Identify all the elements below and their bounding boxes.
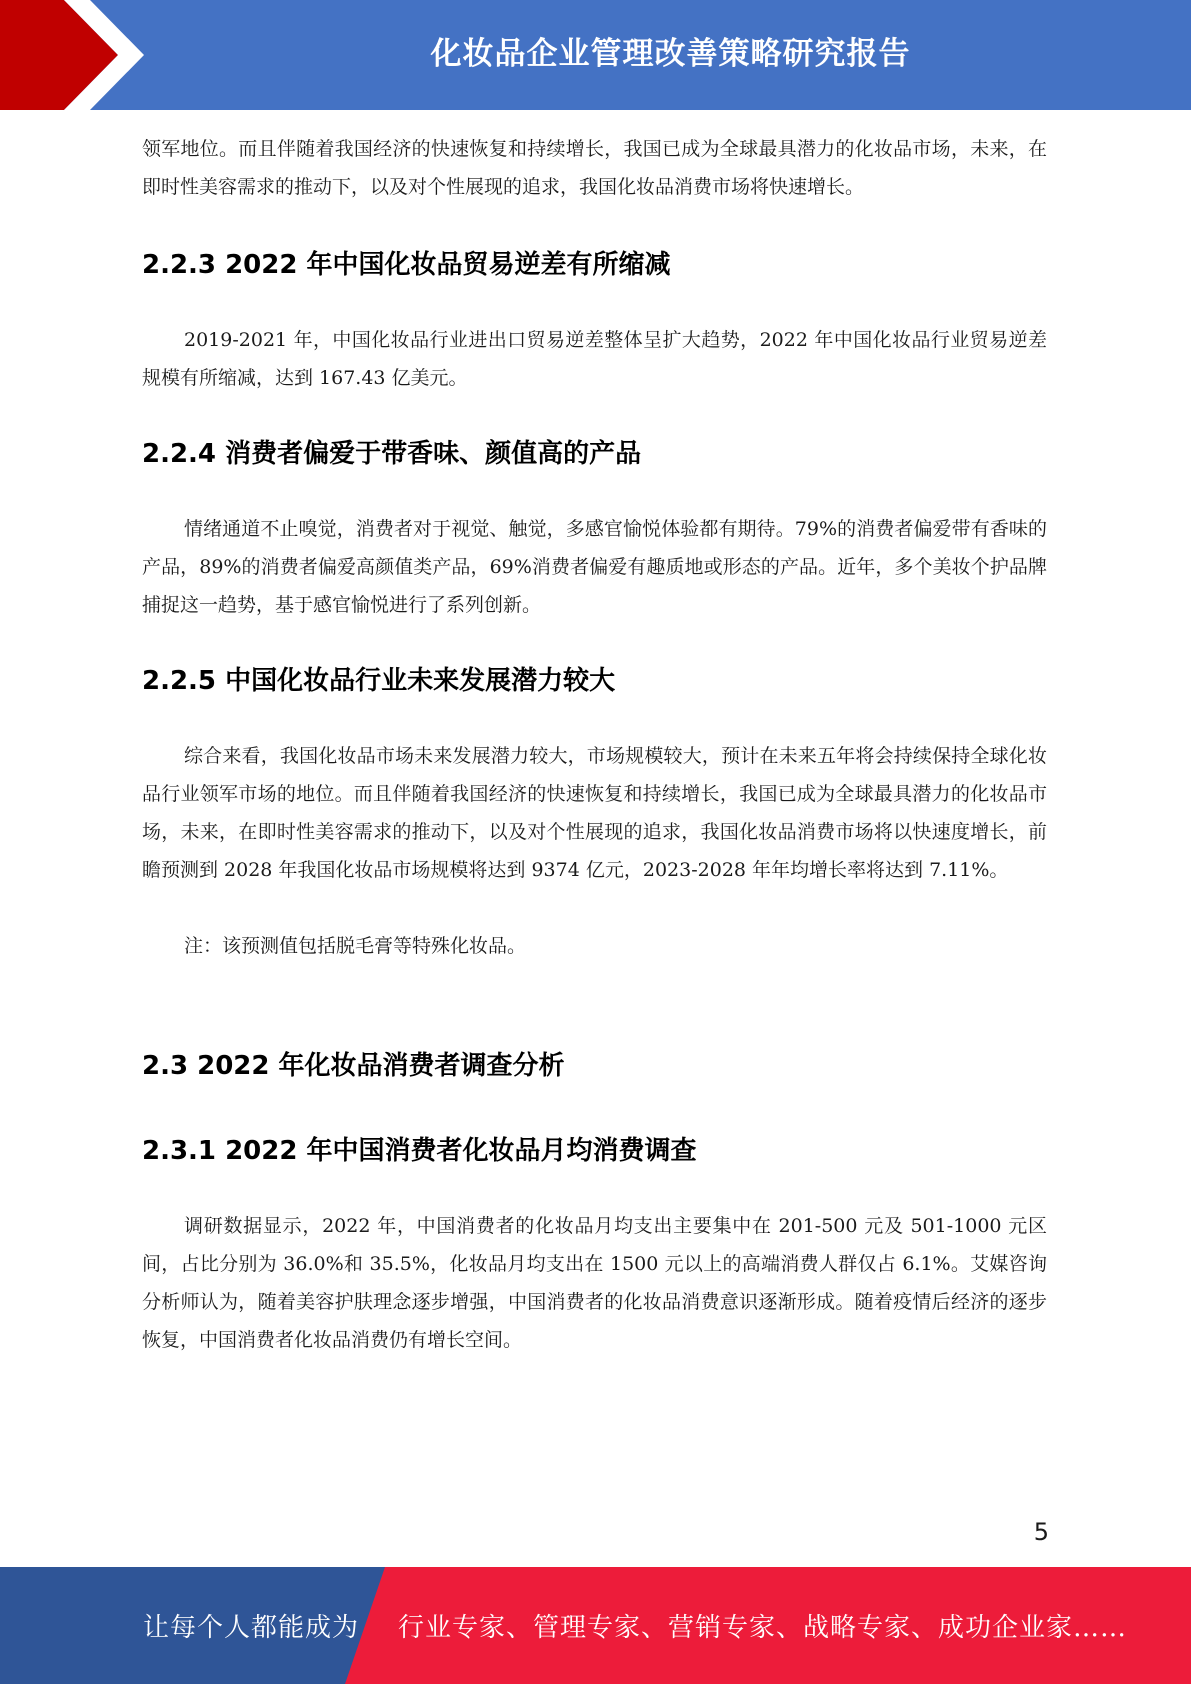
footer-slogan-right: 行业专家、管理专家、营销专家、战略专家、成功企业家…… bbox=[398, 1613, 1128, 1643]
heading-2-2-5: 2.2.5 中国化妆品行业未来发展潜力较大 bbox=[142, 666, 616, 696]
report-content bbox=[142, 130, 1047, 1359]
note-text: 注：该预测值包括脱毛膏等特殊化妆品。 bbox=[184, 935, 527, 957]
paragraph-2-2-5: 综合来看，我国化妆品市场未来发展潜力较大，市场规模较大，预计在未来五年将会持续保持全球化妆品行业领军市场的地位。而且伴随着我国经济的快速恢复和持续增长，我国已成为全球最具潜力的化妆品市场，未来，在即时性美容需求的推动下，以及对个性展现的追求，我国化妆品消费市场将以快速度增长，前瞻预测到 2028 年我国化妆品市场规模将达到 9374 亿元，2023-2028 年年均增长率将达到 7.11%。 bbox=[142, 745, 1047, 881]
header-title: 化妆品企业管理改善策略研究报告 bbox=[430, 35, 911, 72]
paragraph-intro: 领军地位。而且伴随着我国经济的快速恢复和持续增长，我国已成为全球最具潜力的化妆品市场，未来，在即时性美容需求的推动下，以及对个性展现的追求，我国化妆品消费市场将快速增长。 bbox=[142, 138, 1047, 198]
heading-2-3-1: 2.3.1 2022 年中国消费者化妆品月均消费调查 bbox=[142, 1136, 697, 1166]
footer-slogan-left: 让每个人都能成为 bbox=[143, 1613, 360, 1643]
page-header bbox=[0, 0, 1191, 110]
paragraph-2-2-4: 情绪通道不止嗅觉，消费者对于视觉、触觉，多感官愉悦体验都有期待。79%的消费者偏爱带有香味的产品，89%的消费者偏爱高颜值类产品，69%消费者偏爱有趣质地或形态的产品。近年，多个美妆个护品牌捕捉这一趋势，基于感官愉悦进行了系列创新。 bbox=[142, 518, 1047, 616]
page-number: 5 bbox=[1033, 1518, 1049, 1546]
paragraph-2-2-3: 2019-2021 年，中国化妆品行业进出口贸易逆差整体呈扩大趋势，2022 年中国化妆品行业贸易逆差规模有所缩减，达到 167.43 亿美元。 bbox=[142, 329, 1047, 389]
heading-2-2-4: 2.2.4 消费者偏爱于带香味、颜值高的产品 bbox=[142, 439, 642, 469]
page-footer bbox=[0, 1567, 1191, 1684]
header-arrow-decoration bbox=[0, 0, 150, 110]
heading-2-3: 2.3 2022 年化妆品消费者调查分析 bbox=[142, 1051, 565, 1081]
heading-2-2-3: 2.2.3 2022 年中国化妆品贸易逆差有所缩减 bbox=[142, 250, 671, 280]
paragraph-2-3-1: 调研数据显示，2022 年，中国消费者的化妆品月均支出主要集中在 201-500 元及 501-1000 元区间，占比分别为 36.0%和 35.5%，化妆品月均支出在 1500 元以上的高端消费人群仅占 6.1%。艾媒咨询分析师认为，随着美容护肤理念逐步增强，中国消费者的化妆品消费意识逐渐形成。随着疫情后经济的逐步恢复，中国消费者化妆品消费仍有增长空间。 bbox=[142, 1215, 1047, 1351]
